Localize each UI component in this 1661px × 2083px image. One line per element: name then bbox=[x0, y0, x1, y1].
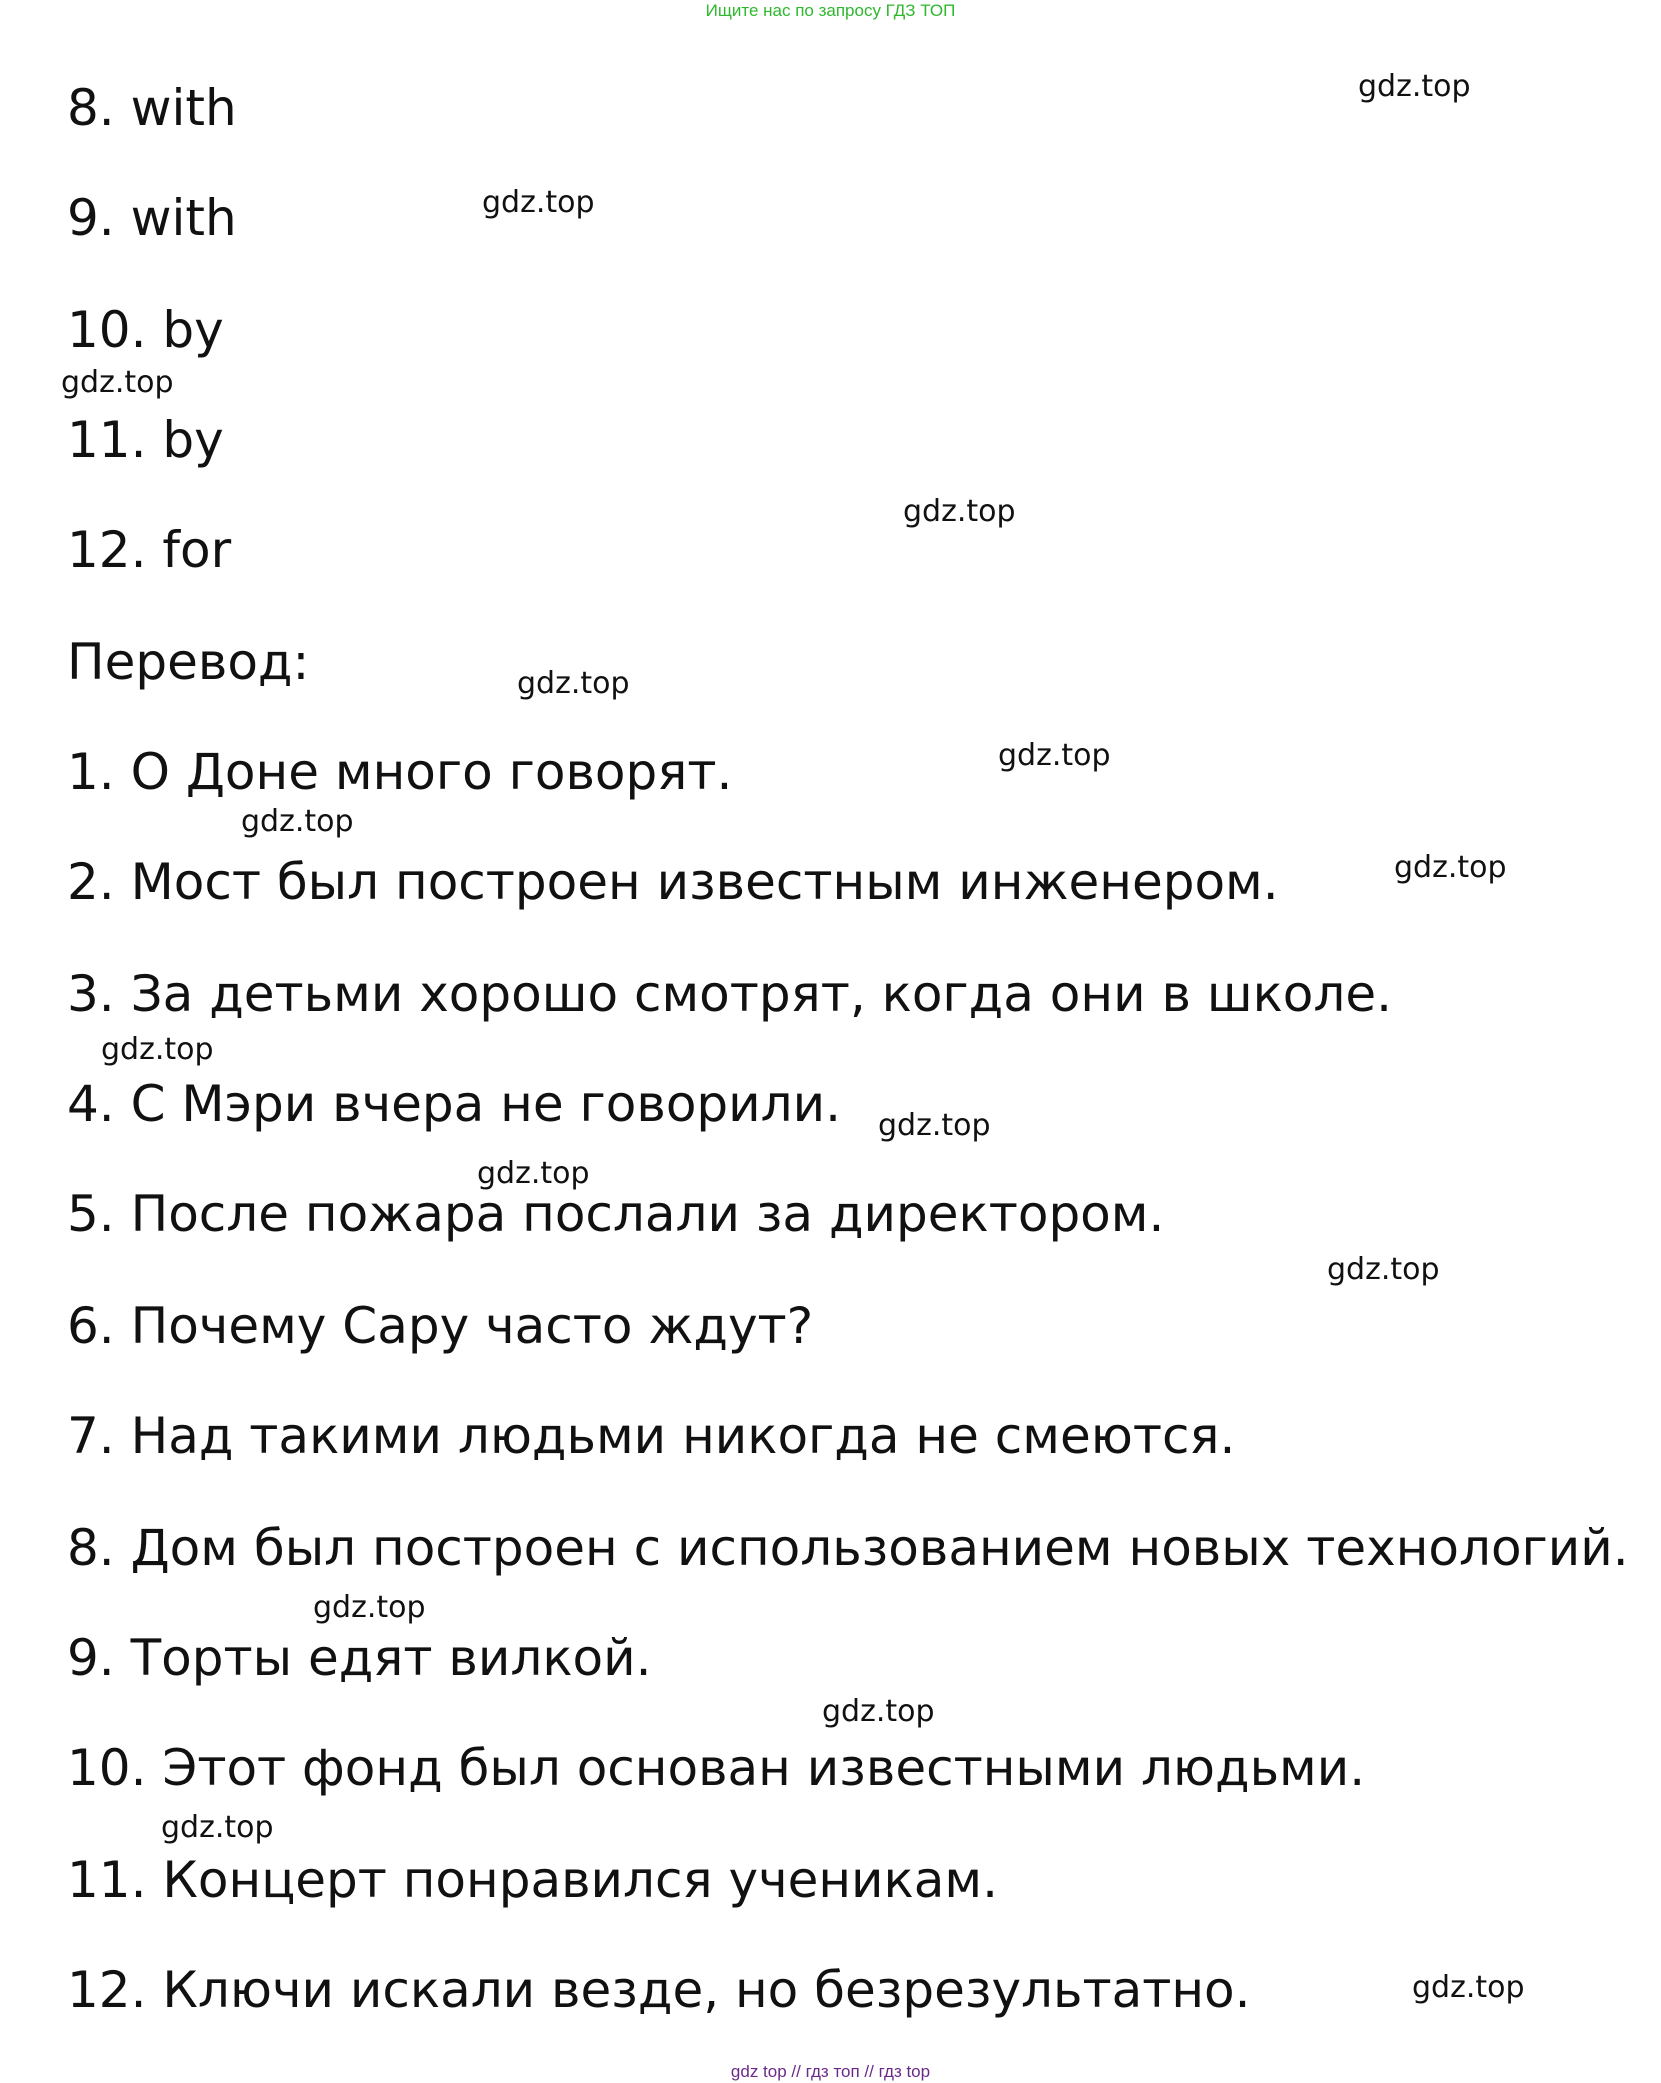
watermark: gdz.top bbox=[998, 738, 1111, 773]
watermark: gdz.top bbox=[517, 666, 630, 701]
watermark: gdz.top bbox=[482, 185, 595, 220]
watermark: gdz.top bbox=[822, 1694, 935, 1729]
answer-8: 8. with bbox=[67, 79, 237, 137]
translation-heading: Перевод: bbox=[67, 633, 310, 691]
translation-5: 5. После пожара послали за директором. bbox=[67, 1185, 1165, 1243]
translation-12: 12. Ключи искали везде, но безрезультатно. bbox=[67, 1961, 1251, 2019]
translation-3: 3. За детьми хорошо смотрят, когда они в школе. bbox=[67, 965, 1392, 1023]
watermark: gdz.top bbox=[477, 1156, 590, 1191]
translation-6: 6. Почему Сару часто ждут? bbox=[67, 1297, 814, 1355]
watermark: gdz.top bbox=[1394, 850, 1507, 885]
translation-8: 8. Дом был построен с использованием новых технологий. bbox=[67, 1519, 1629, 1577]
translation-2: 2. Мост был построен известным инженером. bbox=[67, 853, 1279, 911]
translation-1: 1. О Доне много говорят. bbox=[67, 743, 733, 801]
watermark: gdz.top bbox=[161, 1810, 274, 1845]
answer-11: 11. by bbox=[67, 411, 224, 469]
translation-4: 4. С Мэри вчера не говорили. bbox=[67, 1075, 841, 1133]
watermark: gdz.top bbox=[101, 1032, 214, 1067]
translation-7: 7. Над такими людьми никогда не смеются. bbox=[67, 1407, 1236, 1465]
watermark: gdz.top bbox=[241, 804, 354, 839]
watermark: gdz.top bbox=[313, 1590, 426, 1625]
translation-10: 10. Этот фонд был основан известными людьми. bbox=[67, 1739, 1366, 1797]
watermark: gdz.top bbox=[1412, 1970, 1525, 2005]
translation-9: 9. Торты едят вилкой. bbox=[67, 1629, 652, 1687]
answer-9: 9. with bbox=[67, 189, 237, 247]
watermark: gdz.top bbox=[1327, 1252, 1440, 1287]
top-banner: Ищите нас по запросу ГДЗ ТОП bbox=[705, 1, 956, 20]
translation-11: 11. Концерт понравился ученикам. bbox=[67, 1851, 999, 1909]
watermark: gdz.top bbox=[878, 1108, 991, 1143]
watermark: gdz.top bbox=[1358, 69, 1471, 104]
watermark: gdz.top bbox=[61, 365, 174, 400]
watermark: gdz.top bbox=[903, 494, 1016, 529]
answer-12: 12. for bbox=[67, 521, 232, 579]
answer-10: 10. by bbox=[67, 301, 224, 359]
footer-text: gdz top // гдз топ // гдз top bbox=[730, 2062, 931, 2081]
